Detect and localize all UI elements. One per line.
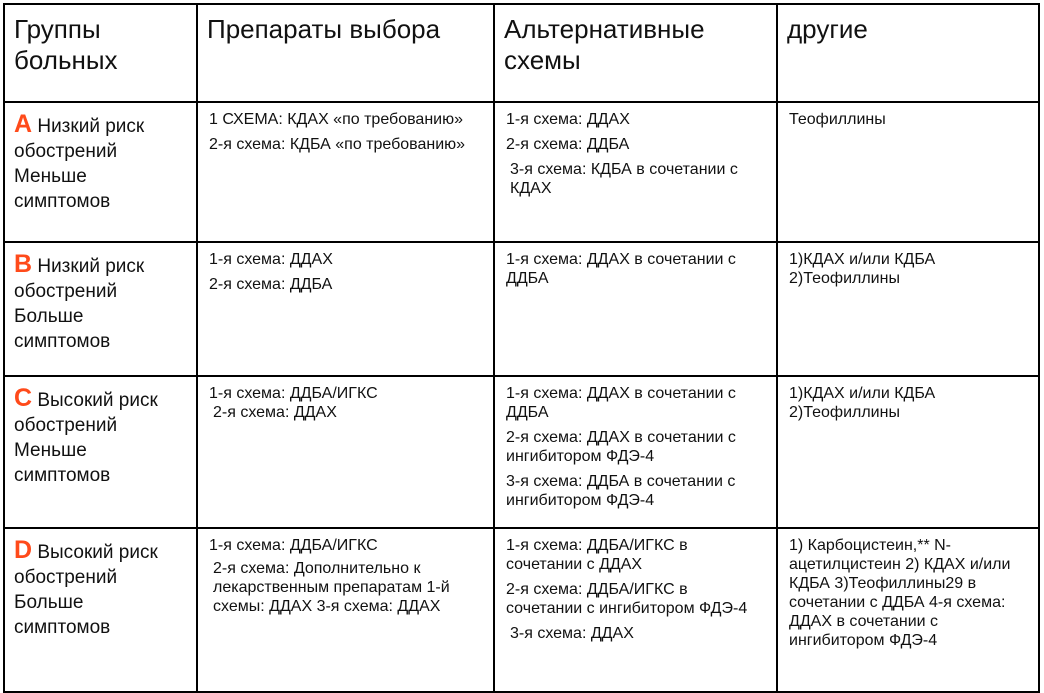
cell-line: 2-я схема: ДДБА bbox=[506, 136, 630, 153]
group-text: обострений bbox=[14, 567, 118, 588]
header-groups: Группы больных bbox=[4, 4, 197, 102]
cell-line: 1-я схема: ДДБА/ИГКС в сочетании с ДДАХ bbox=[506, 537, 688, 573]
alternative-cell bbox=[494, 528, 777, 692]
cell-line: 3-я схема: ДДАХ bbox=[510, 625, 634, 642]
cell-line: 2-я схема: ДДАХ bbox=[213, 404, 337, 421]
group-text: симптомов bbox=[14, 191, 111, 212]
group-letter: C bbox=[14, 384, 33, 412]
group-text: Меньше bbox=[14, 440, 87, 461]
group-text: симптомов bbox=[14, 617, 111, 638]
alternative-cell bbox=[494, 102, 777, 242]
group-text: Больше bbox=[14, 592, 84, 613]
cell-line: 1 СХЕМА: КДАХ «по требованию» bbox=[209, 111, 463, 128]
cell-line: 1-я схема: ДДАХ в сочетании с ДДБА bbox=[506, 385, 736, 421]
other-cell bbox=[777, 242, 1039, 376]
cell-line: 1-я схема: ДДАХ в сочетании с ДДБА bbox=[506, 251, 736, 287]
cell-line: 2-я схема: Дополнительно к лекарственным препаратам 1-й схемы: ДДАХ 3-я схема: ДДАХ bbox=[213, 560, 450, 615]
cell-line: 1) Карбоцистеин,** N-ацетилцистеин 2) КДАХ и/или КДБА 3)Теофиллины29 в сочетании с ДДБА 4-я схема: ДДАХ в сочетании с ингибитором ФДЭ-4 bbox=[789, 537, 1011, 649]
treatment-table-container bbox=[3, 3, 1040, 693]
cell-line: 2-я схема: ДДБА/ИГКС в сочетании с ингибитором ФДЭ-4 bbox=[506, 581, 748, 617]
table-row bbox=[4, 242, 1039, 376]
other-cell bbox=[777, 102, 1039, 242]
cell-line: 2-я схема: ДДАХ в сочетании с ингибитором ФДЭ-4 bbox=[506, 429, 736, 465]
group-text: Меньше bbox=[14, 166, 87, 187]
cell-line: 2)Теофиллины bbox=[789, 404, 900, 421]
treatment-table bbox=[3, 3, 1040, 693]
table-row bbox=[4, 376, 1039, 528]
group-text: Низкий риск bbox=[37, 116, 145, 137]
cell-line: 2)Теофиллины bbox=[789, 270, 900, 287]
header-choice: Препараты выбора bbox=[197, 4, 494, 102]
alternative-cell bbox=[494, 376, 777, 528]
group-text: Больше bbox=[14, 306, 84, 327]
cell-line: 1-я схема: ДДАХ bbox=[209, 251, 333, 268]
group-text: обострений bbox=[14, 415, 118, 436]
group-text: симптомов bbox=[14, 331, 111, 352]
group-text: Низкий риск bbox=[37, 256, 145, 277]
cell-line: 3-я схема: ДДБА в сочетании с ингибитором ФДЭ-4 bbox=[506, 473, 736, 509]
cell-line: 1-я схема: ДДБА/ИГКС bbox=[209, 385, 378, 402]
cell-line: 1-я схема: ДДАХ bbox=[506, 111, 630, 128]
group-letter: А bbox=[14, 110, 33, 138]
group-letter: D bbox=[14, 536, 33, 564]
choice-cell bbox=[197, 242, 494, 376]
group-cell bbox=[4, 528, 197, 692]
group-cell bbox=[4, 242, 197, 376]
header-row bbox=[4, 4, 1039, 102]
group-text: обострений bbox=[14, 141, 118, 162]
group-text: симптомов bbox=[14, 465, 111, 486]
group-text: Высокий риск bbox=[37, 390, 158, 411]
cell-line: 1)КДАХ и/или КДБА bbox=[789, 385, 936, 402]
choice-cell bbox=[197, 528, 494, 692]
group-letter: B bbox=[14, 250, 33, 278]
group-cell bbox=[4, 102, 197, 242]
table-row bbox=[4, 528, 1039, 692]
header-alternative: Альтернативные схемы bbox=[494, 4, 777, 102]
choice-cell bbox=[197, 102, 494, 242]
header-other: другие bbox=[777, 4, 1039, 102]
group-text: Высокий риск bbox=[37, 542, 158, 563]
other-cell bbox=[777, 376, 1039, 528]
group-cell bbox=[4, 376, 197, 528]
cell-line: 1-я схема: ДДБА/ИГКС bbox=[209, 537, 378, 554]
cell-line: Теофиллины bbox=[789, 111, 886, 128]
table-row bbox=[4, 102, 1039, 242]
cell-line: 2-я схема: ДДБА bbox=[209, 276, 333, 293]
cell-line: 2-я схема: КДБА «по требованию» bbox=[209, 136, 466, 153]
group-text: обострений bbox=[14, 281, 118, 302]
alternative-cell bbox=[494, 242, 777, 376]
other-cell bbox=[777, 528, 1039, 692]
cell-line: 3-я схема: КДБА в сочетании с КДАХ bbox=[510, 161, 738, 197]
choice-cell bbox=[197, 376, 494, 528]
cell-line: 1)КДАХ и/или КДБА bbox=[789, 251, 936, 268]
